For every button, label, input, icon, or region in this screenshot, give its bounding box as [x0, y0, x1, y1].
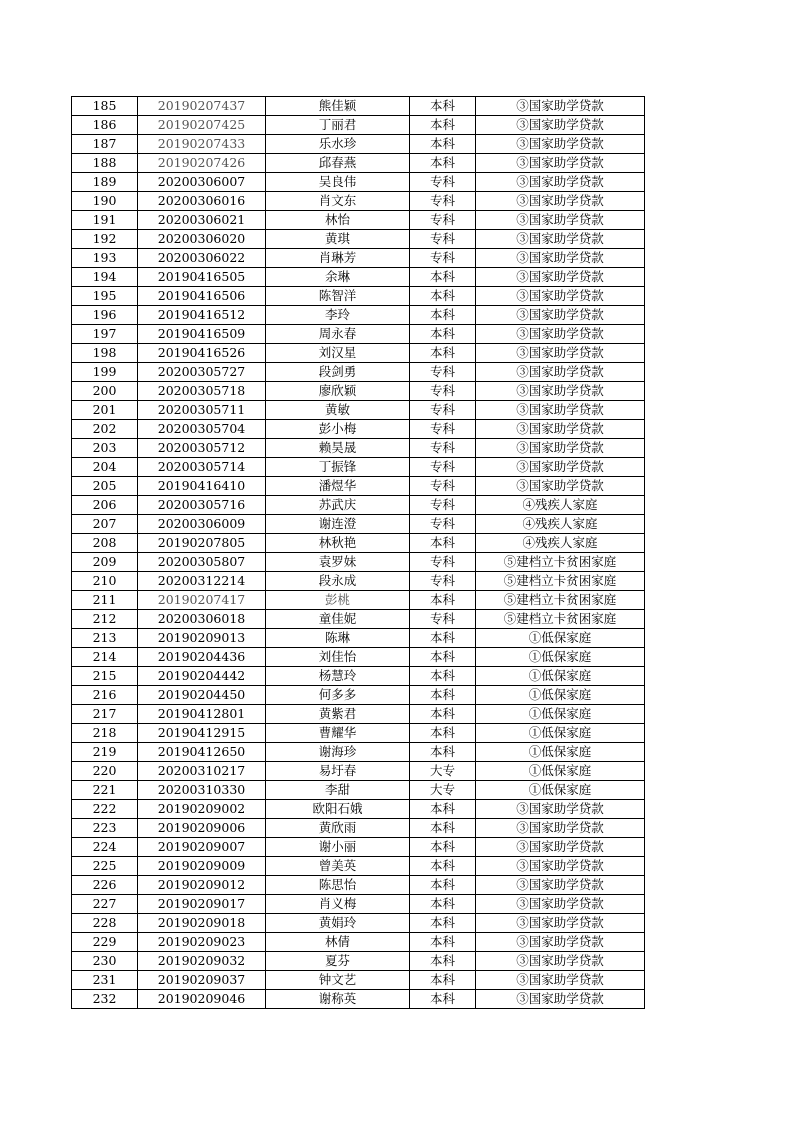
table-row [72, 268, 645, 287]
table-row [72, 420, 645, 439]
table-row [72, 116, 645, 135]
student-name-cell: 林秋艳 [266, 534, 410, 553]
row-number-cell: 195 [72, 287, 138, 306]
table-row [72, 306, 645, 325]
student-name-cell: 苏武庆 [266, 496, 410, 515]
table-row [72, 249, 645, 268]
education-level-cell: 本科 [410, 933, 476, 952]
student-name-cell: 童佳妮 [266, 610, 410, 629]
row-number-cell: 218 [72, 724, 138, 743]
education-level-cell: 本科 [410, 591, 476, 610]
education-level-cell: 大专 [410, 762, 476, 781]
aid-category-cell: ③国家助学贷款 [476, 458, 645, 477]
row-number-cell: 221 [72, 781, 138, 800]
table-row [72, 857, 645, 876]
student-id-cell: 20190209017 [138, 895, 266, 914]
education-level-cell: 专科 [410, 477, 476, 496]
table-row [72, 477, 645, 496]
aid-category-cell: ①低保家庭 [476, 743, 645, 762]
aid-category-cell: ③国家助学贷款 [476, 325, 645, 344]
student-name-cell: 周永春 [266, 325, 410, 344]
table-row [72, 287, 645, 306]
aid-category-cell: ③国家助学贷款 [476, 116, 645, 135]
student-name-cell: 黄娟玲 [266, 914, 410, 933]
row-number-cell: 194 [72, 268, 138, 287]
education-level-cell: 本科 [410, 306, 476, 325]
education-level-cell: 专科 [410, 439, 476, 458]
education-level-cell: 本科 [410, 952, 476, 971]
student-name-cell: 黄琪 [266, 230, 410, 249]
aid-category-cell: ③国家助学贷款 [476, 952, 645, 971]
aid-category-cell: ③国家助学贷款 [476, 401, 645, 420]
aid-category-cell: ④残疾人家庭 [476, 515, 645, 534]
education-level-cell: 本科 [410, 344, 476, 363]
student-name-cell: 熊佳颖 [266, 97, 410, 116]
aid-category-cell: ③国家助学贷款 [476, 857, 645, 876]
aid-category-cell: ③国家助学贷款 [476, 154, 645, 173]
aid-category-cell: ③国家助学贷款 [476, 192, 645, 211]
row-number-cell: 200 [72, 382, 138, 401]
aid-category-cell: ③国家助学贷款 [476, 97, 645, 116]
aid-category-cell: ③国家助学贷款 [476, 211, 645, 230]
student-name-cell: 彭桃 [266, 591, 410, 610]
row-number-cell: 215 [72, 667, 138, 686]
row-number-cell: 201 [72, 401, 138, 420]
row-number-cell: 227 [72, 895, 138, 914]
row-number-cell: 196 [72, 306, 138, 325]
row-number-cell: 229 [72, 933, 138, 952]
student-name-cell: 袁罗妹 [266, 553, 410, 572]
student-id-cell: 20190209023 [138, 933, 266, 952]
education-level-cell: 本科 [410, 705, 476, 724]
student-id-cell: 20190209018 [138, 914, 266, 933]
table-row [72, 496, 645, 515]
row-number-cell: 185 [72, 97, 138, 116]
table-row [72, 572, 645, 591]
education-level-cell: 本科 [410, 876, 476, 895]
table-row [72, 800, 645, 819]
education-level-cell: 大专 [410, 781, 476, 800]
aid-category-cell: ③国家助学贷款 [476, 895, 645, 914]
aid-category-cell: ③国家助学贷款 [476, 249, 645, 268]
student-id-cell: 20200306021 [138, 211, 266, 230]
student-name-cell: 彭小梅 [266, 420, 410, 439]
table-row [72, 762, 645, 781]
row-number-cell: 222 [72, 800, 138, 819]
aid-category-cell: ③国家助学贷款 [476, 382, 645, 401]
student-id-cell: 20190204450 [138, 686, 266, 705]
education-level-cell: 本科 [410, 667, 476, 686]
row-number-cell: 231 [72, 971, 138, 990]
aid-category-cell: ④残疾人家庭 [476, 534, 645, 553]
table-row [72, 819, 645, 838]
student-name-cell: 李玲 [266, 306, 410, 325]
row-number-cell: 199 [72, 363, 138, 382]
aid-category-cell: ③国家助学贷款 [476, 477, 645, 496]
education-level-cell: 专科 [410, 553, 476, 572]
education-level-cell: 专科 [410, 173, 476, 192]
student-aid-table [71, 96, 645, 1009]
table-row [72, 781, 645, 800]
aid-category-cell: ①低保家庭 [476, 686, 645, 705]
aid-category-cell: ④残疾人家庭 [476, 496, 645, 515]
student-name-cell: 乐水珍 [266, 135, 410, 154]
table-row [72, 629, 645, 648]
row-number-cell: 193 [72, 249, 138, 268]
table-row [72, 838, 645, 857]
student-name-cell: 刘佳怡 [266, 648, 410, 667]
student-id-cell: 20190416505 [138, 268, 266, 287]
aid-category-cell: ③国家助学贷款 [476, 439, 645, 458]
row-number-cell: 189 [72, 173, 138, 192]
table-row [72, 439, 645, 458]
student-id-cell: 20200306016 [138, 192, 266, 211]
row-number-cell: 207 [72, 515, 138, 534]
aid-category-cell: ③国家助学贷款 [476, 420, 645, 439]
student-name-cell: 吴良伟 [266, 173, 410, 192]
aid-category-cell: ③国家助学贷款 [476, 933, 645, 952]
table-row [72, 648, 645, 667]
aid-category-cell: ③国家助学贷款 [476, 287, 645, 306]
education-level-cell: 专科 [410, 363, 476, 382]
student-id-cell: 20190209006 [138, 819, 266, 838]
education-level-cell: 专科 [410, 572, 476, 591]
aid-category-cell: ③国家助学贷款 [476, 990, 645, 1009]
table-row [72, 325, 645, 344]
student-id-cell: 20200310330 [138, 781, 266, 800]
row-number-cell: 213 [72, 629, 138, 648]
table-row [72, 667, 645, 686]
student-name-cell: 谢海珍 [266, 743, 410, 762]
row-number-cell: 224 [72, 838, 138, 857]
student-id-cell: 20190416410 [138, 477, 266, 496]
row-number-cell: 187 [72, 135, 138, 154]
education-level-cell: 专科 [410, 420, 476, 439]
education-level-cell: 本科 [410, 97, 476, 116]
education-level-cell: 专科 [410, 458, 476, 477]
student-name-cell: 赖昊晟 [266, 439, 410, 458]
row-number-cell: 216 [72, 686, 138, 705]
student-id-cell: 20190209007 [138, 838, 266, 857]
student-id-cell: 20190416509 [138, 325, 266, 344]
table-row [72, 724, 645, 743]
education-level-cell: 本科 [410, 724, 476, 743]
table-row [72, 344, 645, 363]
education-level-cell: 本科 [410, 135, 476, 154]
table-row [72, 686, 645, 705]
student-name-cell: 夏芬 [266, 952, 410, 971]
student-name-cell: 肖琳芳 [266, 249, 410, 268]
table-body [72, 97, 645, 1009]
table-row [72, 515, 645, 534]
education-level-cell: 本科 [410, 154, 476, 173]
aid-category-cell: ③国家助学贷款 [476, 344, 645, 363]
student-id-cell: 20190209009 [138, 857, 266, 876]
student-id-cell: 20190209012 [138, 876, 266, 895]
row-number-cell: 232 [72, 990, 138, 1009]
education-level-cell: 专科 [410, 401, 476, 420]
table-row [72, 914, 645, 933]
student-id-cell: 20190207426 [138, 154, 266, 173]
student-id-cell: 20200312214 [138, 572, 266, 591]
student-id-cell: 20190412650 [138, 743, 266, 762]
table-row [72, 458, 645, 477]
education-level-cell: 本科 [410, 743, 476, 762]
table-row [72, 971, 645, 990]
student-name-cell: 段永成 [266, 572, 410, 591]
education-level-cell: 本科 [410, 648, 476, 667]
table-row [72, 553, 645, 572]
aid-category-cell: ③国家助学贷款 [476, 230, 645, 249]
table-row [72, 990, 645, 1009]
student-name-cell: 刘汉星 [266, 344, 410, 363]
student-id-cell: 20200305727 [138, 363, 266, 382]
student-name-cell: 欧阳石娥 [266, 800, 410, 819]
table-row [72, 135, 645, 154]
row-number-cell: 212 [72, 610, 138, 629]
row-number-cell: 230 [72, 952, 138, 971]
table-row [72, 743, 645, 762]
education-level-cell: 本科 [410, 914, 476, 933]
student-id-cell: 20200305718 [138, 382, 266, 401]
student-name-cell: 陈智洋 [266, 287, 410, 306]
table-row [72, 610, 645, 629]
table-row [72, 192, 645, 211]
student-id-cell: 20200305711 [138, 401, 266, 420]
row-number-cell: 202 [72, 420, 138, 439]
row-number-cell: 191 [72, 211, 138, 230]
table-row [72, 154, 645, 173]
row-number-cell: 211 [72, 591, 138, 610]
aid-category-cell: ③国家助学贷款 [476, 914, 645, 933]
education-level-cell: 专科 [410, 496, 476, 515]
education-level-cell: 本科 [410, 990, 476, 1009]
student-name-cell: 钟文艺 [266, 971, 410, 990]
education-level-cell: 本科 [410, 325, 476, 344]
student-name-cell: 丁振锋 [266, 458, 410, 477]
education-level-cell: 本科 [410, 268, 476, 287]
aid-category-cell: ①低保家庭 [476, 629, 645, 648]
student-name-cell: 黄敏 [266, 401, 410, 420]
student-name-cell: 黄紫君 [266, 705, 410, 724]
row-number-cell: 188 [72, 154, 138, 173]
student-id-cell: 20190416512 [138, 306, 266, 325]
table-row [72, 401, 645, 420]
student-id-cell: 20200305714 [138, 458, 266, 477]
student-id-cell: 20190209037 [138, 971, 266, 990]
student-name-cell: 肖文东 [266, 192, 410, 211]
student-id-cell: 20190204436 [138, 648, 266, 667]
student-id-cell: 20200305716 [138, 496, 266, 515]
student-id-cell: 20190204442 [138, 667, 266, 686]
student-name-cell: 陈思怡 [266, 876, 410, 895]
table-row [72, 591, 645, 610]
aid-category-cell: ⑤建档立卡贫困家庭 [476, 610, 645, 629]
education-level-cell: 本科 [410, 287, 476, 306]
student-id-cell: 20200306020 [138, 230, 266, 249]
student-id-cell: 20200306007 [138, 173, 266, 192]
row-number-cell: 217 [72, 705, 138, 724]
education-level-cell: 本科 [410, 116, 476, 135]
aid-category-cell: ③国家助学贷款 [476, 363, 645, 382]
table-row [72, 876, 645, 895]
education-level-cell: 专科 [410, 249, 476, 268]
student-id-cell: 20200306022 [138, 249, 266, 268]
education-level-cell: 本科 [410, 686, 476, 705]
education-level-cell: 专科 [410, 192, 476, 211]
table-row [72, 211, 645, 230]
student-id-cell: 20190209046 [138, 990, 266, 1009]
table-row [72, 382, 645, 401]
education-level-cell: 本科 [410, 971, 476, 990]
row-number-cell: 204 [72, 458, 138, 477]
aid-category-cell: ⑤建档立卡贫困家庭 [476, 591, 645, 610]
table-row [72, 363, 645, 382]
student-id-cell: 20190207437 [138, 97, 266, 116]
row-number-cell: 223 [72, 819, 138, 838]
aid-category-cell: ①低保家庭 [476, 762, 645, 781]
row-number-cell: 197 [72, 325, 138, 344]
aid-category-cell: ①低保家庭 [476, 648, 645, 667]
student-name-cell: 潘煜华 [266, 477, 410, 496]
row-number-cell: 206 [72, 496, 138, 515]
student-id-cell: 20190207417 [138, 591, 266, 610]
aid-category-cell: ③国家助学贷款 [476, 819, 645, 838]
student-name-cell: 陈琳 [266, 629, 410, 648]
education-level-cell: 本科 [410, 534, 476, 553]
student-id-cell: 20190209002 [138, 800, 266, 819]
table-row [72, 534, 645, 553]
row-number-cell: 208 [72, 534, 138, 553]
education-level-cell: 本科 [410, 895, 476, 914]
student-name-cell: 谢称英 [266, 990, 410, 1009]
student-name-cell: 曾美英 [266, 857, 410, 876]
student-id-cell: 20200310217 [138, 762, 266, 781]
aid-category-cell: ③国家助学贷款 [476, 173, 645, 192]
student-id-cell: 20190209013 [138, 629, 266, 648]
education-level-cell: 专科 [410, 515, 476, 534]
row-number-cell: 203 [72, 439, 138, 458]
student-id-cell: 20190416506 [138, 287, 266, 306]
education-level-cell: 本科 [410, 819, 476, 838]
aid-category-cell: ③国家助学贷款 [476, 306, 645, 325]
education-level-cell: 专科 [410, 230, 476, 249]
education-level-cell: 本科 [410, 800, 476, 819]
education-level-cell: 专科 [410, 610, 476, 629]
student-id-cell: 20200305807 [138, 553, 266, 572]
education-level-cell: 专科 [410, 382, 476, 401]
student-name-cell: 邱春燕 [266, 154, 410, 173]
aid-category-cell: ①低保家庭 [476, 724, 645, 743]
student-name-cell: 黄欣雨 [266, 819, 410, 838]
student-id-cell: 20190416526 [138, 344, 266, 363]
aid-category-cell: ③国家助学贷款 [476, 800, 645, 819]
row-number-cell: 228 [72, 914, 138, 933]
student-name-cell: 廖欣颖 [266, 382, 410, 401]
table-row [72, 173, 645, 192]
row-number-cell: 209 [72, 553, 138, 572]
table-row [72, 230, 645, 249]
student-id-cell: 20190209032 [138, 952, 266, 971]
aid-category-cell: ⑤建档立卡贫困家庭 [476, 553, 645, 572]
student-name-cell: 杨慧玲 [266, 667, 410, 686]
aid-category-cell: ⑤建档立卡贫困家庭 [476, 572, 645, 591]
student-id-cell: 20200305712 [138, 439, 266, 458]
student-id-cell: 20190412801 [138, 705, 266, 724]
row-number-cell: 220 [72, 762, 138, 781]
row-number-cell: 219 [72, 743, 138, 762]
student-name-cell: 丁丽君 [266, 116, 410, 135]
aid-category-cell: ③国家助学贷款 [476, 135, 645, 154]
aid-category-cell: ③国家助学贷款 [476, 838, 645, 857]
student-id-cell: 20200306009 [138, 515, 266, 534]
education-level-cell: 本科 [410, 838, 476, 857]
education-level-cell: 本科 [410, 857, 476, 876]
student-name-cell: 易圩春 [266, 762, 410, 781]
aid-category-cell: ③国家助学贷款 [476, 268, 645, 287]
education-level-cell: 本科 [410, 629, 476, 648]
table-row [72, 952, 645, 971]
student-name-cell: 肖义梅 [266, 895, 410, 914]
row-number-cell: 198 [72, 344, 138, 363]
student-name-cell: 谢小丽 [266, 838, 410, 857]
student-name-cell: 谢连澄 [266, 515, 410, 534]
student-id-cell: 20200305704 [138, 420, 266, 439]
student-name-cell: 林怡 [266, 211, 410, 230]
table-row [72, 895, 645, 914]
student-id-cell: 20190207425 [138, 116, 266, 135]
student-id-cell: 20200306018 [138, 610, 266, 629]
row-number-cell: 205 [72, 477, 138, 496]
row-number-cell: 225 [72, 857, 138, 876]
aid-category-cell: ①低保家庭 [476, 667, 645, 686]
row-number-cell: 186 [72, 116, 138, 135]
student-name-cell: 曹耀华 [266, 724, 410, 743]
table-row [72, 705, 645, 724]
row-number-cell: 210 [72, 572, 138, 591]
table-row [72, 97, 645, 116]
student-name-cell: 林倩 [266, 933, 410, 952]
row-number-cell: 214 [72, 648, 138, 667]
row-number-cell: 190 [72, 192, 138, 211]
table-row [72, 933, 645, 952]
aid-category-cell: ①低保家庭 [476, 705, 645, 724]
aid-category-cell: ③国家助学贷款 [476, 971, 645, 990]
student-id-cell: 20190207433 [138, 135, 266, 154]
row-number-cell: 192 [72, 230, 138, 249]
row-number-cell: 226 [72, 876, 138, 895]
education-level-cell: 专科 [410, 211, 476, 230]
student-name-cell: 段剑勇 [266, 363, 410, 382]
student-id-cell: 20190412915 [138, 724, 266, 743]
aid-category-cell: ①低保家庭 [476, 781, 645, 800]
student-name-cell: 余琳 [266, 268, 410, 287]
student-name-cell: 何多多 [266, 686, 410, 705]
aid-category-cell: ③国家助学贷款 [476, 876, 645, 895]
student-name-cell: 李甜 [266, 781, 410, 800]
student-id-cell: 20190207805 [138, 534, 266, 553]
